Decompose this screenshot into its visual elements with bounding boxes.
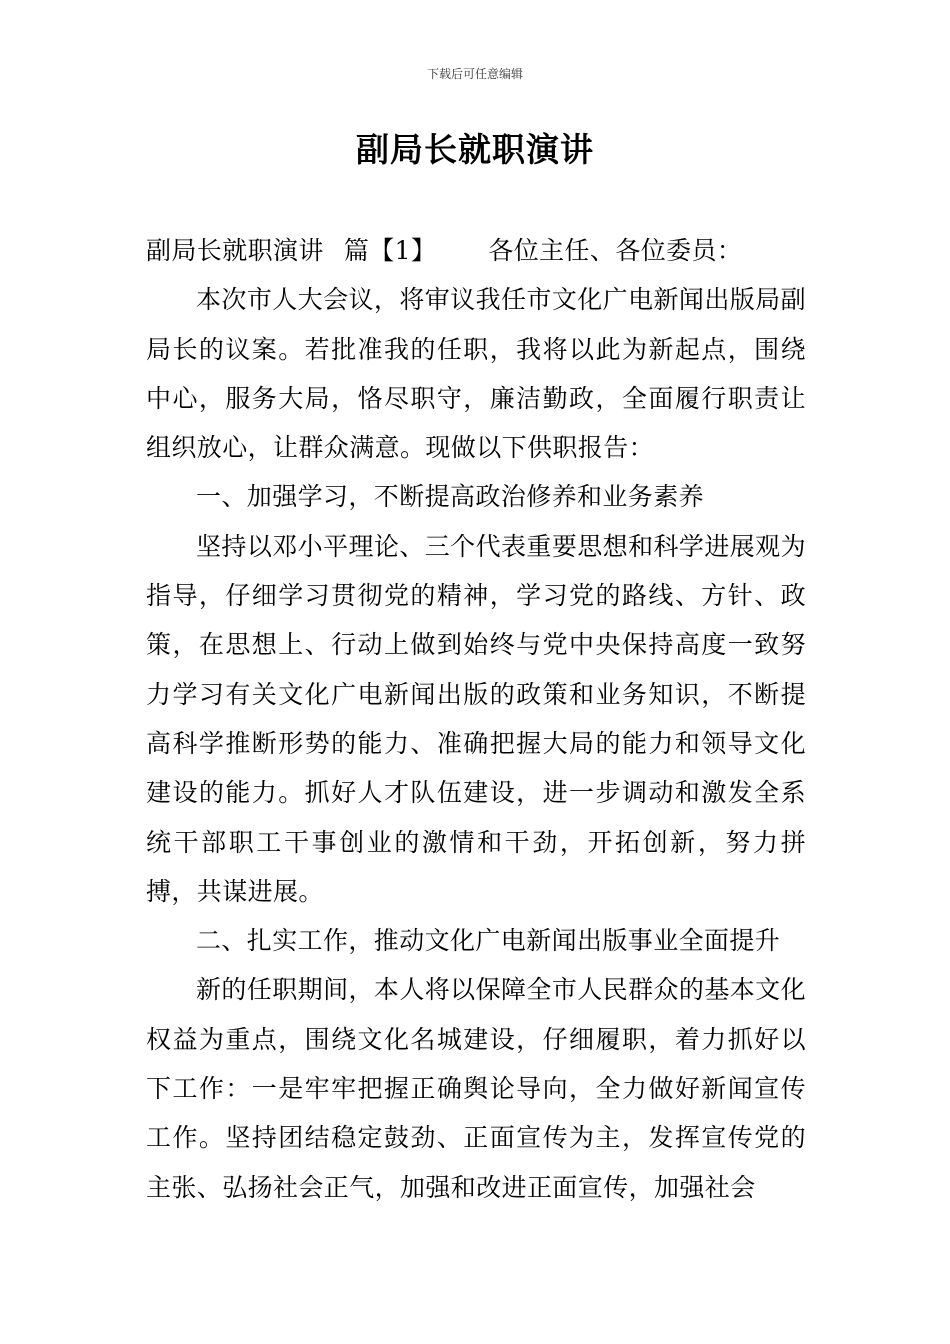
header-note: 下载后可任意编辑 xyxy=(426,67,523,81)
section-heading: 二、扎实工作，推动文化广电新闻出版事业全面提升 xyxy=(196,926,781,956)
paragraph: 本次市人大会议，将审议我任市文化广电新闻出版局副局长的议案。若批准我的任职，我将以此为新起点，围绕中心，服务大局，恪尽职守，廉洁勤政，全面履行职责让组织放心，让群众满意。现做以下供职报告： xyxy=(146,285,806,463)
intro-heading: 副局长就职演讲 xyxy=(146,236,324,265)
paragraph: 新的任职期间，本人将以保障全市人民群众的基本文化权益为重点，围绕文化名城建设，仔细履职，着力抓好以下工作：一是牢牢把握正确舆论导向，全力做好新闻宣传工作。坚持团结稳定鼓劲、正面宣传为主，发挥宣传党的主张、弘扬社会正气，加强和改进正面宣传，加强社会 xyxy=(146,975,806,1202)
page-title: 副局长就职演讲 xyxy=(356,130,594,169)
section-heading: 一、加强学习，不断提高政治修养和业务素养 xyxy=(196,482,705,512)
section-label: 篇【1】 xyxy=(343,236,437,265)
intro-line xyxy=(146,226,806,275)
paragraph: 坚持以邓小平理论、三个代表重要思想和科学进展观为指导，仔细学习贯彻党的精神，学习党的路线、方针、政策，在思想上、行动上做到始终与党中央保持高度一致努力学习有关文化广电新闻出版的政策和业务知识，不断提高科学推断形势的能力、准确把握大局的能力和领导文化建设的能力。抓好人才队伍建设，进一步调动和激发全系统干部职工干事创业的激情和干劲，开拓创新，努力拼搏，共谋进展。 xyxy=(146,531,806,906)
document-body xyxy=(146,226,806,1212)
salutation: 各位主任、各位委员： xyxy=(488,236,743,265)
